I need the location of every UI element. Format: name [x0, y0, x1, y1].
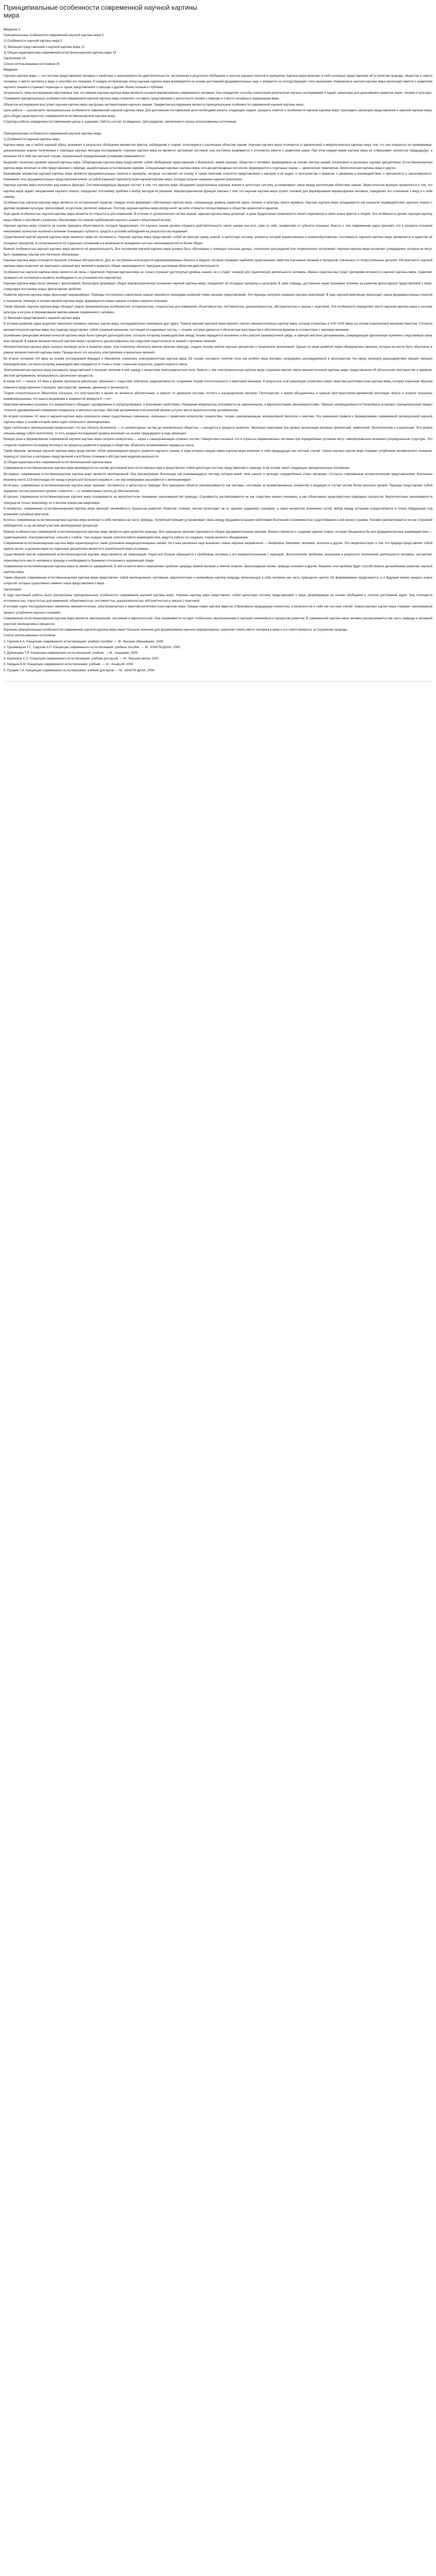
paragraph: Механистическая картина мира сыграла огромную роль в развитии науки. Она позволила объяснить многие явления природы, создать основы многих научных дисциплин и технических приложений. Однако по мере развития науки обнаружились явления, которые не могли быть объяснены в рамках механистической картины мира. Прежде всего это касалось электрических и магнитных явлений. — [4, 346, 432, 355]
paragraph: В ходе настоящей работы были рассмотрены принципиальные особенности современной научной картины мира. Научная картина мира представляет собой целостную систему представлений о мире, формируемую на основе обобщения и синтеза достижений науки. Она отличается историчностью, открытостью для изменений, объективностью, системностью, доказательностью, абстрактностью и связью с практикой. — [4, 594, 432, 603]
paragraph: Современная естественнонаучная картина мира формируется на основе достижений всех естественных наук и представляет собой целостную систему представлений о природе. В её основе лежат следующие принципиальные положения. — [4, 467, 350, 470]
paragraph: Объектом исследования выступает научная картина мира как форма систематизации научного знания. Предметом исследования являются принципиальные особенности современной научной картины мира. — [4, 103, 304, 107]
paragraph: Изучение принципиальных особенностей современной научной картины мира имеет большое значение для формирования научного мировоззрения, позволяет понять место человека в мире и его ответственность за сохранение природы. — [4, 629, 348, 632]
paragraph: Особенностью научной картины мира является её исторический характер. Каждая эпоха формирует собственную картину мира, отражающую уровень развития науки, техники и культуры своего времени. Научная картина мира складывается как результат взаимодействия научного знания с другими формами культуры: философией, искусством, религией, моралью. Поэтому научная картина мира всегда несёт на себе отпечаток господствующих в обществе ценностей и идеалов. — [4, 201, 432, 211]
paragraph: Принципиальные особенности современной научной картины мира — [4, 132, 101, 135]
paragraph: Важной особенностью научной картины мира является её доказательность. Все положения научной картины мира должны быть обоснованы с помощью опытных данных, логических рассуждений или теоретических построений. Научная картина мира исключает утверждения, которые не могут быть проверены опытом или логически обоснованы. — [4, 247, 432, 257]
paragraph: 1) Особенности научной картины мира — [4, 138, 60, 141]
paragraph: В истории развития науки выделяют несколько основных научных картин мира, последовательно сменявших друг друга. Первой научной картиной мира принято считать механистическую картину мира, которая сложилась в XVII–XVIII веках на основе классической механики Ньютона. Согласно механистической картине мира, вся природа представляет собой огромный механизм, состоящий из неделимых частиц — атомов, которые движутся в абсолютном пространстве и абсолютном времени в соответствии с законами механики. — [4, 323, 432, 332]
paragraph: Картина мира, как и любой научный образ, возникает в результате обобщения множества фактов, наблюдений и теорий, относящихся к различным областям знания. Научная картина мира отличается от религиозной и мифологической картины мира тем, что она опирается на проверяемые, доказательные знания, полученные с помощью научных методов исследования. Научная картина мира не является застывшей системой, она постоянно развивается и уточняется вместе с развитием науки. При этом каждая новая картина мира не отбрасывает полностью предыдущую, а включает её в себя как частный случай, ограниченный определёнными условиями применимости. — [4, 144, 432, 159]
paragraph: 2) Эволюция представлений о научной картине мира 12 — [4, 45, 84, 49]
paragraph: 1. Горелов А.А. Концепции современного естествознания: учебное пособие. — М.: Высшее образование, 2008. — [4, 640, 164, 643]
paragraph: Выделяют несколько уровней научной картины мира. Общенаучная картина мира представляет собой обобщённое представление о Вселенной, живой природе, обществе и человеке, формируемое на основе синтеза знаний, полученных в различных научных дисциплинах. Естественнонаучная картина мира включает в себя представления о природе, выработанные естественными науками. Специальные научные картины мира, или дисциплинарные онтологии, формируются в отдельных науках — физическая, химическая, биологическая картины мира и другие. — [4, 161, 432, 170]
paragraph: В истории науки последовательно сменялись механистическая, электромагнитная и квантово-релятивистская картины мира. Каждая новая картина мира не отбрасывала предыдущую полностью, а включала её в себя как частный случай. Смена научных картин мира отражает закономерный процесс углубления научного познания. — [4, 605, 432, 615]
paragraph: Теория относительности Эйнштейна показала, что пространство и время не являются абсолютными, а зависят от движения системы отсчёта и распределения материи. Пространство и время объединились в единый пространственно-временной континуум. Масса и энергия оказались взаимосвязанными, что нашло выражение в знаменитой формуле E = mc². — [4, 392, 432, 401]
paragraph: Основными принципами механистической картины мира были принцип дальнодействия, согласно которому взаимодействие между телами передаётся мгновенно и без участия промежуточной среды, и принцип жёсткого детерминизма, утверждающий однозначную причинно-следственную связь всех явлений. В рамках механистической картины мира случайность рассматривалась как следствие недостаточности знаний о причинах явлений. — [4, 334, 432, 343]
page-title: Принципиальные особенности современной научной картины мира — [4, 4, 198, 19]
paragraph: Важную роль в формировании современной научной картины мира сыграла синергетика — наука о самоорганизации сложных систем. Синергетика показала, что в открытых неравновесных системах при определённых условиях могут самопроизвольно возникать упорядоченные структуры. Это открытие позволило по-новому взглянуть на процессы развития в природе и обществе, объяснить возникновение порядка из хаоса. — [4, 438, 432, 447]
paragraph: Современная естественнонаучная картина мира является эволюционной, системной и вероятностной. Она основывается на идее глобального эволюционизма и признаёт нелинейность процессов развития. В современной картине мира человек рассматривается как часть природы и активный участник эволюционных процессов. — [4, 617, 432, 626]
paragraph: Цель работы — рассмотреть принципиальные особенности современной научной картины мира. Для достижения поставленной цели необходимо решить следующие задачи: раскрыть понятие и особенности научной картины мира; проследить эволюцию представлений о научной картине мира; дать общую характеристику современной естественнонаучной картины мира. — [4, 109, 432, 118]
paragraph: 2) Эволюция представлений о научной картине мира — [4, 317, 80, 320]
paragraph: Список использованных источников 26 — [4, 63, 60, 66]
paragraph: Научная картина мира строится на основе принципа объективности, который предполагает, что научное знание должно отражать действительность такой, какова она есть сама по себе, независимо от субъекта познания. Вместе с тем современная наука признаёт, что в процессе познания невозможно полностью исключить влияние познающего субъекта, средств и условий наблюдения на результаты исследования. — [4, 224, 432, 234]
paragraph: 3) Общая характеристика современной естественнонаучной картины мира — [4, 461, 112, 465]
paragraph: Научная картина мира тесно связана с философией. Философия формирует общие мировоззренческие основания научной картины мира, определяет её исходные принципы и категории. В свою очередь, достижения науки оказывают влияние на развитие философских представлений о мире, стимулируя постановку новых философских проблем. — [4, 282, 432, 292]
paragraph: Особенностью научной картины мира является её связь с практикой. Научная картина мира не только отражает достигнутый уровень знания, но и служит основой для практической деятельности человека. Именно практика выступает критерием истинности научной картины мира, позволяет проверить её положения и выявить необходимость их уточнения или пересмотра. — [4, 270, 432, 280]
paragraph: Научная картина мира — это система представлений человека о свойствах и закономерностях действительности, построенная в результате обобщения и синтеза научных понятий и принципов. Картина мира включает в себя основные представления об устройстве природы, общества и самого человека, о месте человека в мире и способах его познания. В каждую историческую эпоху научная картина мира формируется на основе достижений фундаментальных наук и опирается на господствующий стиль мышления. Изменения в научной картине мира происходят вместе с развитием научного знания и отражают переходы от одних представлений о природе к другим, более полным и глубоким. — [4, 74, 432, 90]
paragraph: Список использованных источников — [4, 634, 56, 638]
document-body — [4, 27, 432, 674]
paragraph: Принципиальные особенности современной научной картины мира 5 — [4, 34, 104, 38]
paragraph: Ещё одной особенностью научной картины мира является её открытость для изменений. В отличие от догматических систем знания, научная картина мира допускает и даже предполагает возможность своего пересмотра в свете новых фактов и теорий. Эта особенность делает научную картину мира гибкой и способной к развитию, обеспечивая постоянное приближение научного знания к объективной истине. — [4, 213, 432, 222]
paragraph: Во-первых, современная естественнонаучная картина мира является эволюционной. Она рассматривает Вселенную как развивающуюся систему, которая имеет своё начало и проходит определённые этапы эволюции. Согласно современным космологическим представлениям, Вселенная возникла около 13,8 миллиарда лет назад в результате Большого взрыва и с тех пор непрерывно расширяется и эволюционирует. — [4, 472, 432, 482]
paragraph: Таким образом, эволюция научной картины мира представляет собой закономерный процесс развития научного знания, в ходе которого каждая новая картина мира включает в себя предыдущую как частный случай. Смена научных картин мира отражает углубление человеческого познания, переход от простых и наглядных представлений к всё более сложным и абстрактным моделям реальности. — [4, 449, 432, 459]
paragraph: Развитие научной картины мира происходит неравномерно. Периоды постепенного накопления знаний сменяются периодами коренной ломки прежних представлений. Эти периоды получили название научных революций. В ходе научной революции происходит смена фундаментальных понятий и принципов, лежащих в основе научной картины мира, формируются новые идеалы и нормы научного познания. — [4, 294, 432, 303]
paragraph: Во второй половине XIX века на основе исследований Фарадея и Максвелла сложилась электромагнитная картина мира. Её основу составило понятие поля как особого вида материи, непрерывно распределённой в пространстве. На смену принципу дальнодействия пришёл принцип близкодействия, согласно которому взаимодействие передаётся от точки к точке с конечной скоростью, равной скорости света. — [4, 357, 432, 366]
paragraph: Научная картина мира выполняет ряд важных функций. Систематизирующая функция состоит в том, что картина мира объединяет разрозненные научные знания в целостную систему, устанавливает связи между различными областями знания. Эвристическая функция проявляется в том, что картина мира задаёт направление научного поиска, определяет постановку проблем и выбор методов их решения. Мировоззренческая функция связана с тем, что научная картина мира служит основой для формирования мировоззрения человека, определяет его отношение к миру и к себе самому. — [4, 184, 432, 199]
paragraph: Во второй половине XX века в научной картине мира произошли новые существенные изменения, связанные с развитием космологии, синергетики, теории самоорганизации, молекулярной биологии и генетики. Эти изменения привели к формированию современной эволюционной научной картины мира, в основе которой лежит идея глобального эволюционизма. — [4, 415, 432, 424]
paragraph: Структура работы определена поставленными целью и задачами. Работа состоит из введения, трёх разделов, заключения и списка использованных источников. — [4, 121, 237, 124]
paragraph: Заключение — [4, 588, 21, 591]
paragraph: Введение 3 — [4, 28, 21, 31]
paragraph: В-третьих, современная естественнонаучная картина мира основывается на вероятностном понимании закономерностей природы. Случайность рассматривается не как следствие нашего незнания, а как объективная характеристика природных процессов. Вероятностные закономерности присущи не только микромиру, но и многим процессам макромира. — [4, 496, 432, 505]
paragraph: 3) Общая характеристика современной естественнонаучной картины мира 18 — [4, 51, 116, 55]
paragraph: Идея глобального эволюционизма предполагает, что все объекты Вселенной — от элементарных частиц до человеческого общества — находятся в процессе развития. Эволюция охватывает все уровни организации материи: физический, химический, биологический и социальный. Эти уровни связаны между собой генетически, то есть каждый последующий уровень возникает на основе предыдущего в ходе эволюции. — [4, 427, 432, 436]
paragraph: В конце XIX — начале XX века в физике произошла революция, связанная с открытием электрона, радиоактивности, созданием теории относительности и квантовой механики. В результате этой революции сложилась новая, квантово-релятивистская картина мира, которая коренным образом изменила представления о материи, пространстве, времени, движении и причинности. — [4, 380, 432, 389]
paragraph: Современная естественнонаучная картина мира характеризуется также усилением междисциплинарных связей. На стыке различных наук возникают новые научные направления — биофизика, биохимия, геохимия, экология и другие. Это свидетельствует о том, что природа представляет собой единое целое, а деление науки на отдельные дисциплины является в значительной мере условным. — [4, 542, 432, 551]
paragraph: 5. Найдыш В.М. Концепции современного естествознания: учебник. — М.: Альфа-М, 2004. — [4, 663, 134, 667]
paragraph: Актуальность темы исследования обусловлена тем, что именно научная картина мира является основой мировоззрения современного человека. Она определяет способы осмысления результатов научных исследований и задаёт ориентиры для дальнейшего развития науки, техники и культуры. Понимание принципиальных особенностей современной научной картины мира позволяет составить представление о целостности знания о природе и о месте человека в окружающем мире. — [4, 92, 432, 101]
paragraph: Современная естественнонаучная картина мира не является завершённой. В ней остаётся много нерешённых проблем: природа тёмной материи и тёмной энергии, происхождение жизни, природа сознания и другие. Решение этих проблем будет способствовать дальнейшему развитию научной картины мира. — [4, 565, 432, 574]
paragraph: В-четвёртых, современная естественнонаучная картина мира признаёт нелинейность процессов развития. Развитие сложных систем происходит не по заранее заданному сценарию, а через множество возможных путей, выбор между которыми осуществляется в точках бифуркации под влиянием случайных факторов. — [4, 507, 432, 517]
paragraph: 1) Особенности научной картины мира 5 — [4, 40, 62, 43]
paragraph: Во-вторых, современная естественнонаучная картина мира признаёт системность и целостность природы. Все природные объекты рассматриваются как системы, состоящие из взаимосвязанных элементов и входящие в состав систем более высокого уровня. Природа представляет собой иерархию систем различного уровня сложности — от элементарных частиц до Метагалактики. — [4, 484, 432, 494]
paragraph: Электромагнитная картина мира расширила представления о материи, включив в неё наряду с веществом электромагнитное поле. Вместе с тем электромагнитная картина мира сохраняла многие черты механистической картины мира: представления об абсолютном пространстве и времени, жёсткий детерминизм, непрерывность физических процессов. — [4, 368, 432, 378]
footer-divider — [4, 681, 432, 682]
paragraph: Таким образом, научная картина мира обладает рядом принципиальных особенностей: историчностью, открытостью для изменений, объективностью, системностью, доказательностью, абстрактностью и связью с практикой. Эти особенности определяют место научной картины мира в системе культуры и её роль в формировании мировоззрения современного человека. — [4, 305, 432, 314]
paragraph: Введение — [4, 69, 18, 72]
paragraph: 4. Карпенков С.Х. Концепции современного естествознания: учебник для вузов. — М.: Высшая школа, 2007. — [4, 657, 160, 661]
paragraph: 6. Рузавин Г.И. Концепции современного естествознания: учебник для вузов. — М.: ЮНИТИ-ДАНА, 2006. — [4, 669, 155, 672]
paragraph: Научная картина мира отличается высокой степенью абстрактности. Для её построения используются идеализированные объекты и модели, которые отражают наиболее существенные свойства изучаемых явлений и процессов, отвлекаясь от второстепенных деталей. Абстрактность научной картины мира позволяет ей охватывать широкий круг явлений и выявлять общие закономерности, присущие различным областям действительности. — [4, 259, 432, 268]
paragraph: 3. Дубнищева Т.Я. Концепции современного естествознания: учебник. — М.: Академия, 2006. — [4, 651, 138, 655]
paragraph: Квантовая механика показала, что микрообъекты обладают одновременно и корпускулярными, и волновыми свойствами. Поведение микрочастиц описывается не однозначными, а вероятностными закономерностями. Принцип неопределённости Гейзенберга установил принципиальный предел точности одновременного измерения координаты и импульса частицы. Жёсткий детерминизм классической физики уступил место вероятностному детерминизму. — [4, 403, 432, 413]
paragraph: Важнейшим элементом научной картины мира являются фундаментальные понятия и принципы, которые составляют её основу. К таким понятиям относятся представления о материи и её видах, о пространстве и времени, о движении и взаимодействии, о причинности и закономерности. Изменение этих фундаментальных представлений влечёт за собой коренной пересмотр всей научной картины мира, который получил название научной революции. — [4, 173, 432, 182]
paragraph: Существенной чертой современной естественнонаучной картины мира является её гуманизация. Наука всё больше обращается к проблемам человека и его взаимоотношениям с природой. Экологические проблемы, возникшие в результате техногенной деятельности человека, заставляют переосмыслить место человека в природе и необходимость бережного отношения к окружающей среде. — [4, 553, 432, 563]
paragraph: В-пятых, современная естественнонаучная картина мира включает в себя человека как часть природы. Антропный принцип устанавливает связь между фундаментальными свойствами Вселенной и возможностью существования в ней жизни и разума. Человек рассматривается не как сторонний наблюдатель, а как активный участник эволюционных процессов. — [4, 519, 432, 528]
paragraph: 2. Грушевицкая Т.Г., Садохин А.П. Концепции современного естествознания: учебное пособие. — М.: ЮНИТИ-ДАНА, 2005. — [4, 646, 181, 649]
paragraph: Заключение 24 — [4, 57, 26, 61]
paragraph: Важной особенностью современной естественнонаучной картины мира является идея единства природы. Все природные явления подчиняются общим фундаментальным законам. Физика стремится к созданию единой теории, которая объединила бы все фундаментальные взаимодействия — гравитационное, электромагнитное, сильное и слабое. Уже создана теория электрослабого взаимодействия, ведутся работы по созданию теории великого объединения. — [4, 530, 432, 539]
paragraph: Таким образом, современная естественнонаучная картина мира представляет собой эволюционную, системную, вероятностную и нелинейную картину природы, включающую в себя человека как часть природного целого. Её формирование продолжается, и в будущем можно ожидать новых открытий, которые существенно изменят наши представления о мире. — [4, 577, 432, 586]
paragraph: Существенной чертой научной картины мира является также её системность. Научная картина мира представляет собой не простую сумму знаний, а целостную систему, элементы которой взаимосвязаны и взаимообусловлены. Системность научной картины мира проявляется в единстве её исходных принципов, в согласованности её отдельных положений и в возможности выведения частных закономерностей из более общих. — [4, 236, 432, 245]
document — [0, 0, 436, 692]
spacer — [4, 125, 432, 131]
